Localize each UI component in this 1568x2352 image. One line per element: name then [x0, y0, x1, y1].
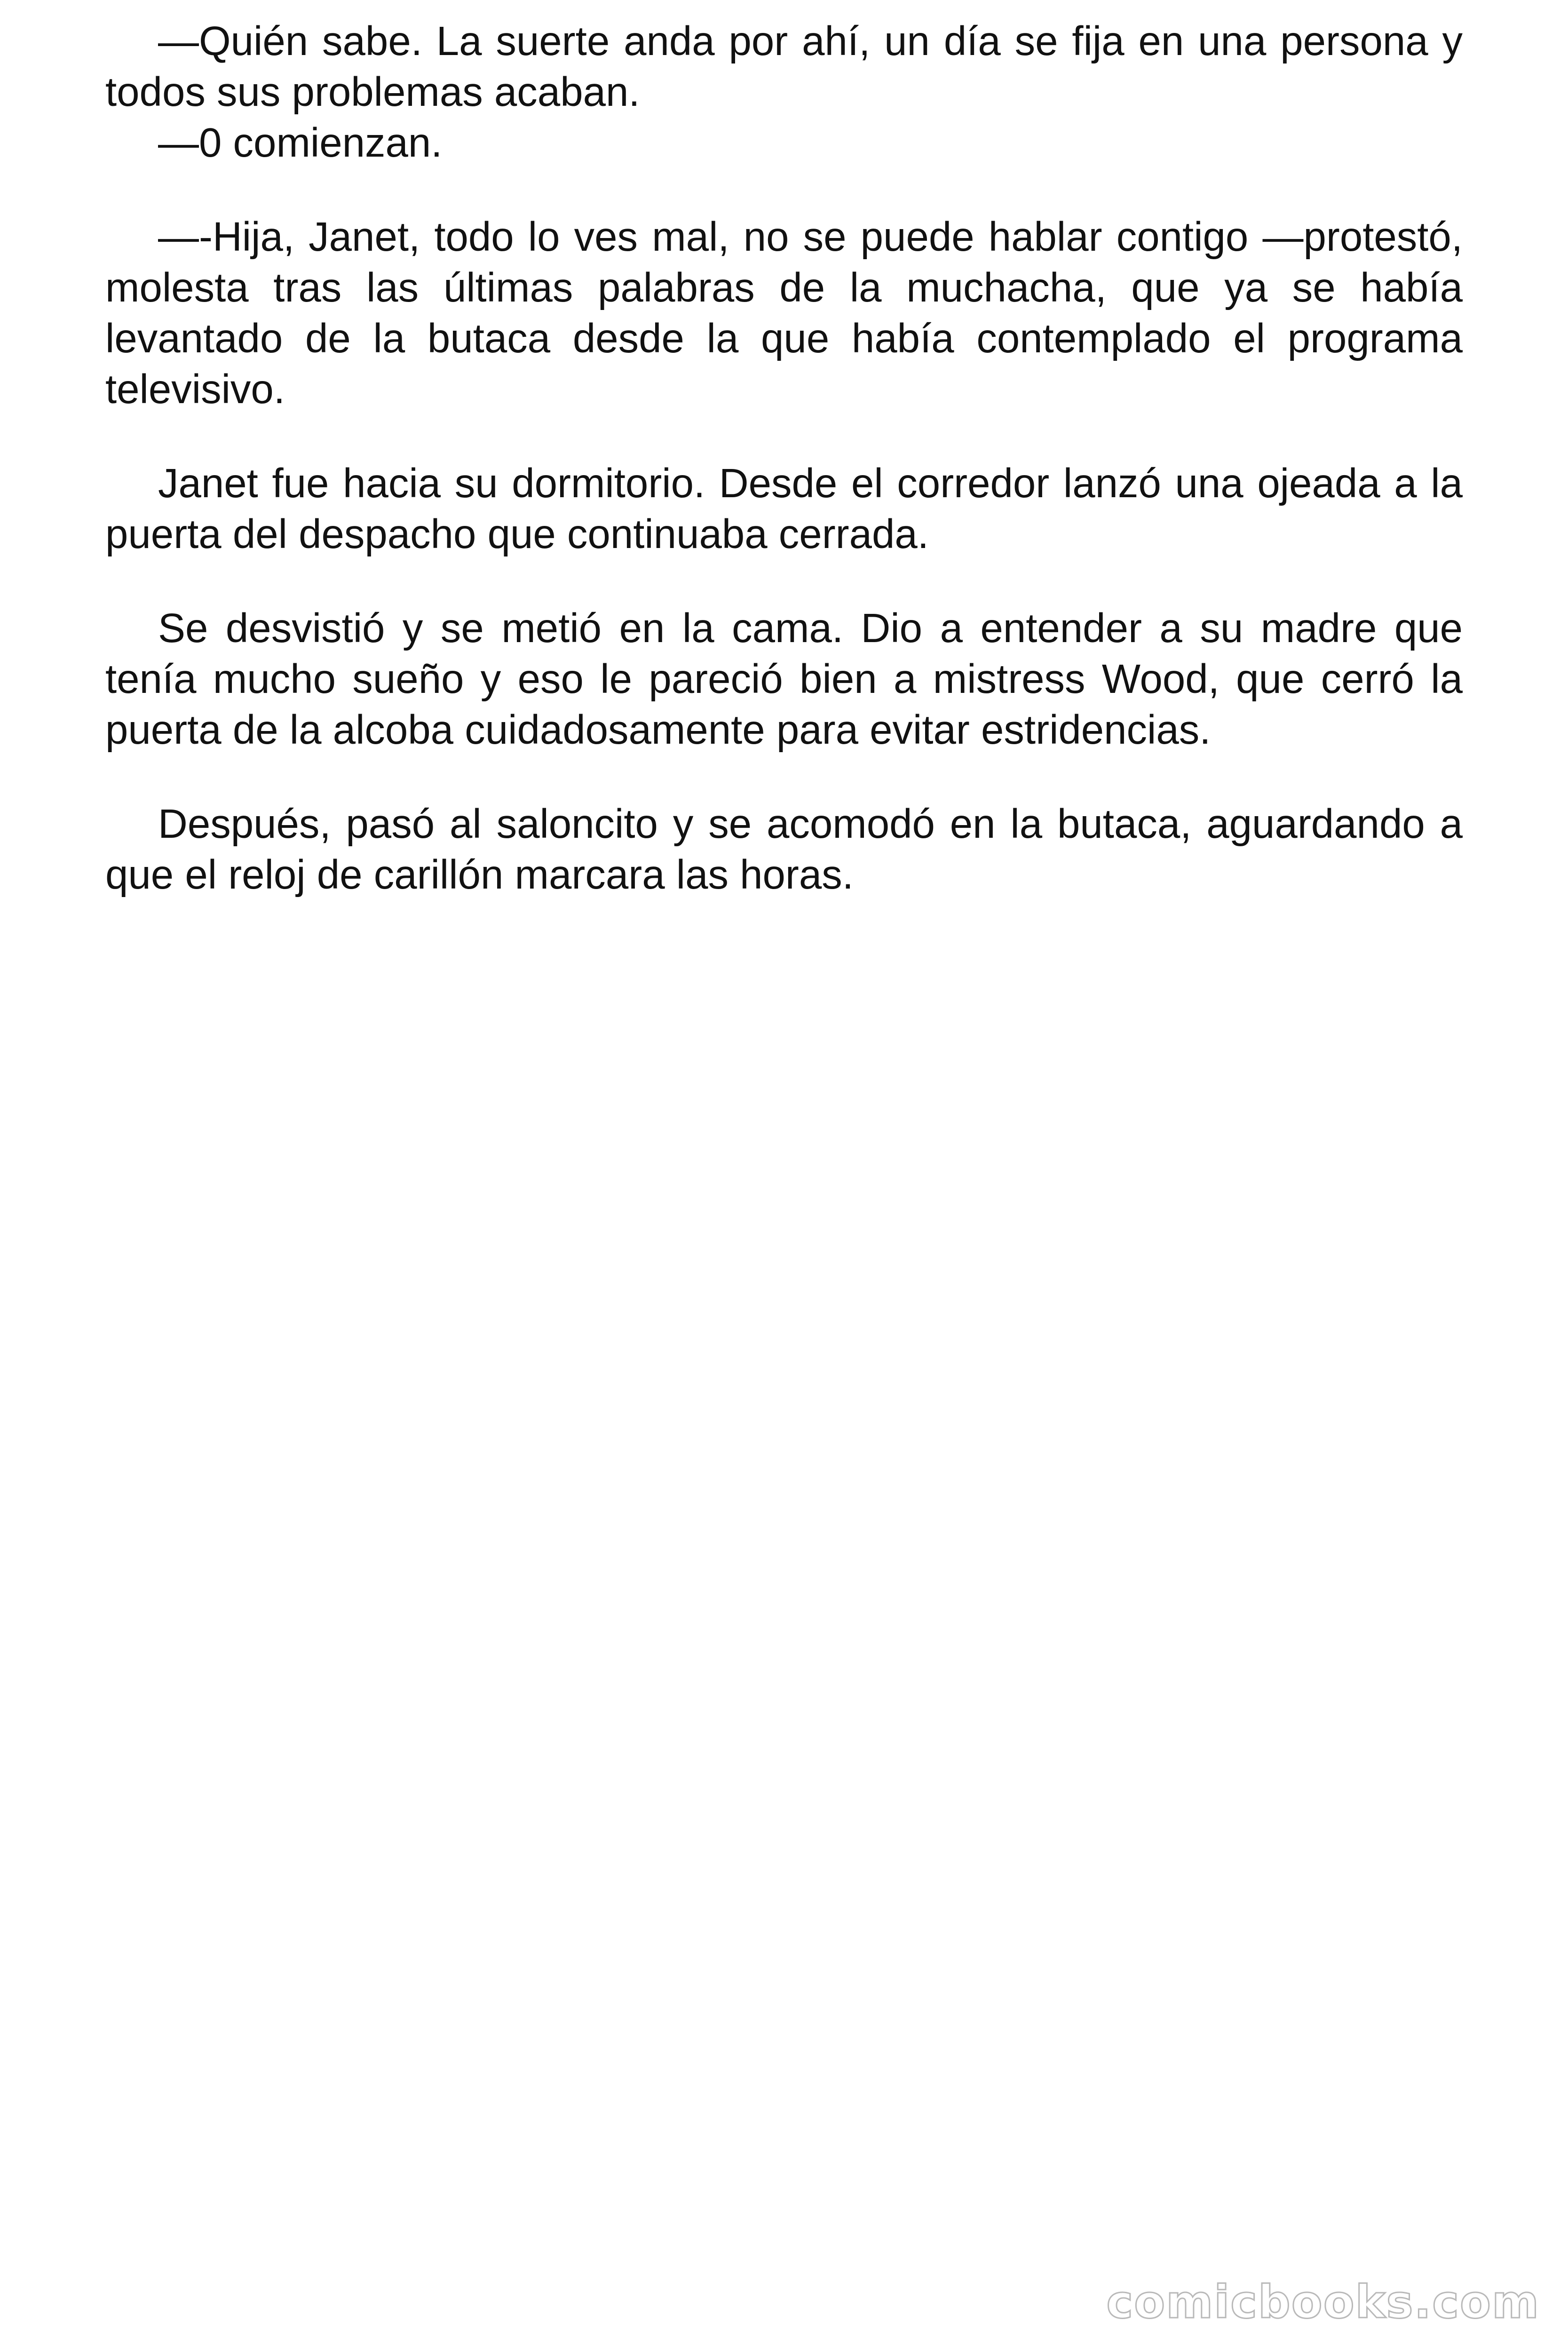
paragraph-2: —0 comienzan.: [158, 120, 443, 166]
paragraph-5: Se desvistió y se metió en la cama. Dio a entender a su madre que tenía mucho sueño y eso le pareció bien a mistress Wood, que cerró la puerta de la alcoba cuidadosamente para evitar estridencias.: [105, 605, 1463, 753]
paragraph-3: —-Hija, Janet, todo lo ves mal, no se puede hablar contigo —protestó, molesta tras las últimas palabras de la muchacha, que ya se había levantado de la butaca desde la que había contemplado el programa televisivo.: [105, 214, 1463, 412]
paragraph-4: Janet fue hacia su dormitorio. Desde el corredor lanzó una ojeada a la puerta del despacho que continuaba cerrada.: [105, 461, 1463, 557]
page-body: [105, 16, 1463, 900]
watermark: comicbooks.com: [1106, 2276, 1540, 2328]
paragraph-6: Después, pasó al saloncito y se acomodó en la butaca, aguardando a que el reloj de carillón marcara las horas.: [105, 801, 1463, 898]
paragraph-1: —Quién sabe. La suerte anda por ahí, un día se fija en una persona y todos sus problemas acaban.: [105, 18, 1463, 115]
